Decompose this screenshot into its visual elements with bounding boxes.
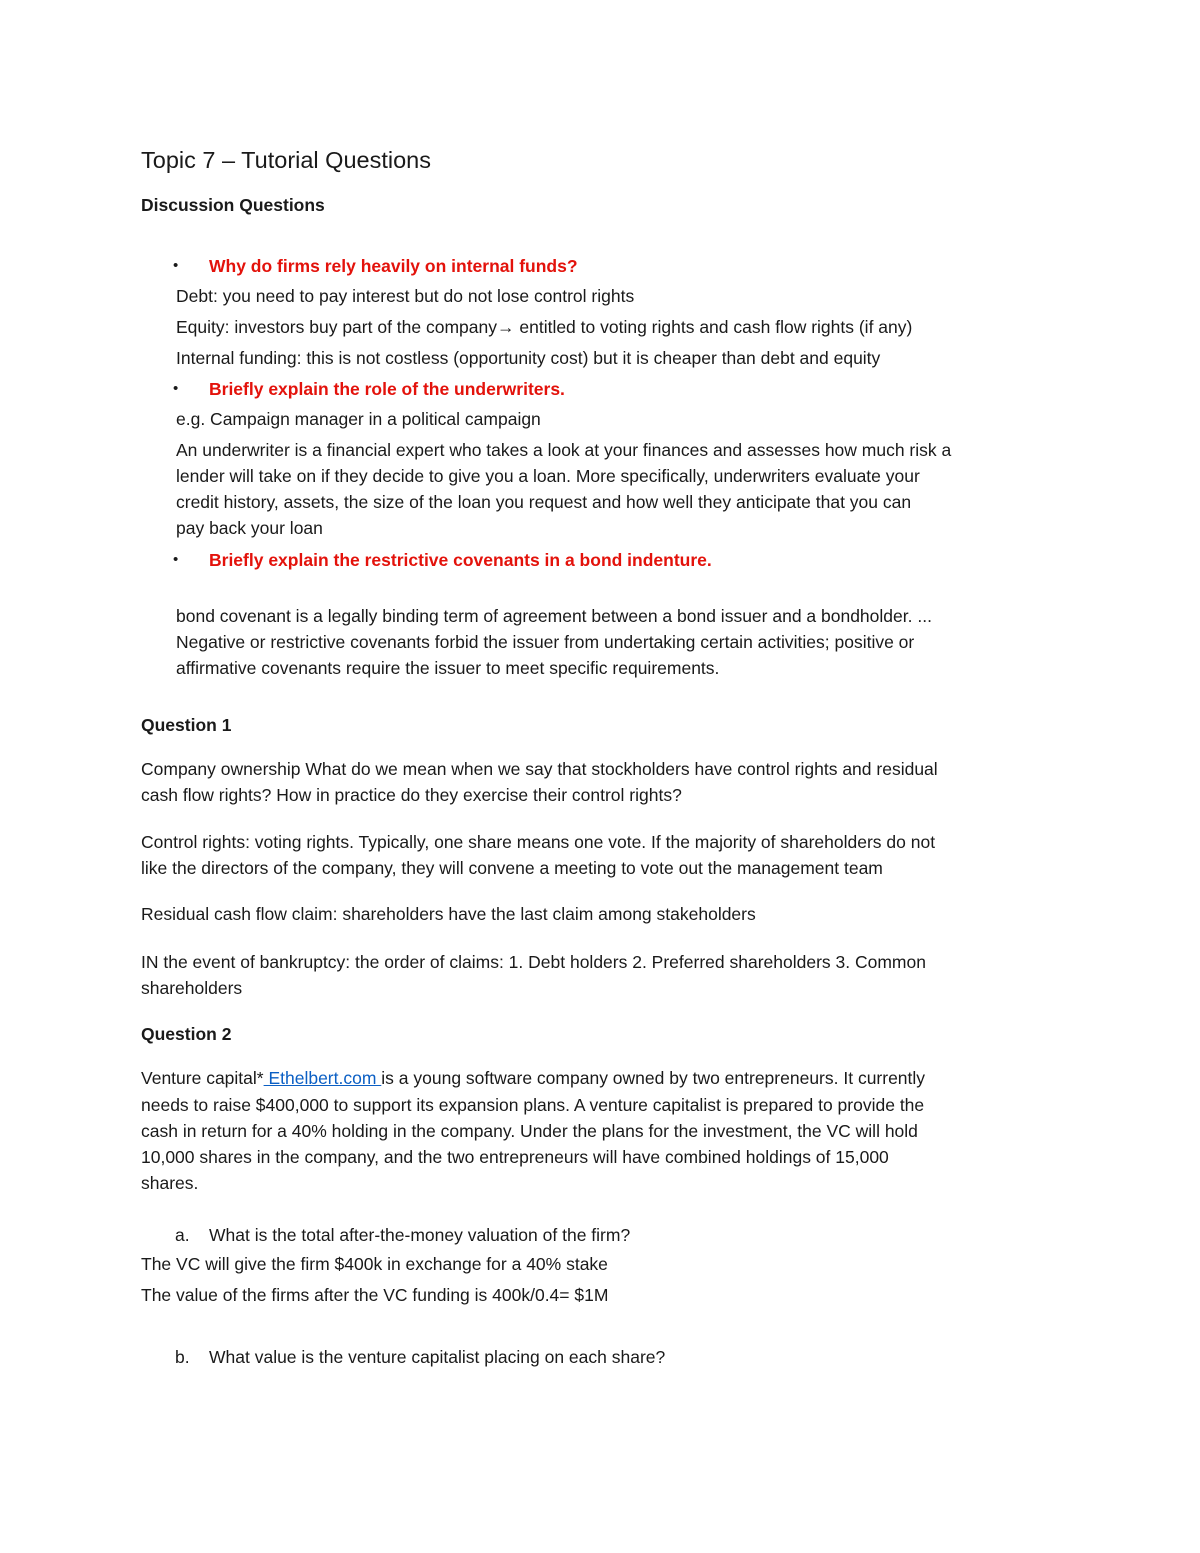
question-2-intro-line: cash in return for a 40% holding in the company. Under the plans for the investment, the VC will hold (141, 1121, 918, 1141)
bullet-icon: • (173, 551, 179, 568)
answer-line: Debt: you need to pay interest but do not lose control rights (176, 286, 635, 306)
answer-line: The VC will give the firm $400k in exchange for a 40% stake (141, 1254, 608, 1274)
answer-line: Equity: investors buy part of the company→ entitled to voting rights and cash flow rights (if any) (176, 317, 913, 337)
answer-line: pay back your loan (176, 518, 323, 538)
bullet-icon: • (173, 257, 179, 274)
answer-line: IN the event of bankruptcy: the order of claims: 1. Debt holders 2. Preferred shareholders 3. Common (141, 952, 926, 972)
discussion-heading: Discussion Questions (141, 195, 325, 215)
answer-line: e.g. Campaign manager in a political campaign (176, 409, 541, 429)
question-1-prompt-line: Company ownership What do we mean when we say that stockholders have control rights and residual (141, 759, 938, 779)
discussion-question-2: Briefly explain the role of the underwriters. (209, 379, 565, 399)
answer-line: An underwriter is a financial expert who takes a look at your finances and assesses how much risk a (176, 440, 952, 460)
answer-line: Negative or restrictive covenants forbid the issuer from undertaking certain activities; positive or (176, 632, 915, 652)
answer-line: The value of the firms after the VC funding is 400k/0.4= $1M (141, 1285, 609, 1305)
answer-line: Internal funding: this is not costless (opportunity cost) but it is cheaper than debt and equity (176, 348, 881, 368)
part-a-marker: a. (175, 1225, 190, 1245)
answer-line: bond covenant is a legally binding term of agreement between a bond issuer and a bondholder. ... (176, 606, 932, 626)
ethelbert-link[interactable]: Ethelbert.com (263, 1068, 382, 1088)
discussion-question-3: Briefly explain the restrictive covenants in a bond indenture. (209, 550, 712, 570)
answer-line: affirmative covenants require the issuer to meet specific requirements. (176, 658, 720, 678)
question-1-prompt-line: cash flow rights? How in practice do they exercise their control rights? (141, 785, 682, 805)
intro-suffix: is a young software company owned by two entrepreneurs. It currently (381, 1068, 926, 1088)
answer-line: Residual cash flow claim: shareholders have the last claim among stakeholders (141, 904, 756, 924)
question-2-intro-line: shares. (141, 1173, 199, 1193)
intro-prefix: Venture capital* (141, 1068, 264, 1088)
answer-line: lender will take on if they decide to give you a loan. More specifically, underwriters evaluate your (176, 466, 920, 486)
question-2-heading: Question 2 (141, 1024, 232, 1044)
part-b-marker: b. (175, 1347, 190, 1367)
page-title: Topic 7 – Tutorial Questions (141, 147, 431, 173)
discussion-question-1: Why do firms rely heavily on internal funds? (209, 256, 578, 276)
part-a-question: What is the total after-the-money valuation of the firm? (209, 1225, 631, 1245)
bullet-icon: • (173, 380, 179, 397)
answer-line: like the directors of the company, they will convene a meeting to vote out the management team (141, 858, 883, 878)
answer-line: credit history, assets, the size of the loan you request and how well they anticipate that you can (176, 492, 912, 512)
answer-line: shareholders (141, 978, 243, 998)
answer-line: Control rights: voting rights. Typically, one share means one vote. If the majority of shareholders do not (141, 832, 936, 852)
question-2-intro-line: needs to raise $400,000 to support its expansion plans. A venture capitalist is prepared to provide the (141, 1095, 925, 1115)
question-2-intro-line: 10,000 shares in the company, and the two entrepreneurs will have combined holdings of 15,000 (141, 1147, 889, 1167)
question-2-intro-line (141, 1066, 925, 1090)
question-1-heading: Question 1 (141, 715, 232, 735)
part-b-question: What value is the venture capitalist placing on each share? (209, 1347, 666, 1367)
